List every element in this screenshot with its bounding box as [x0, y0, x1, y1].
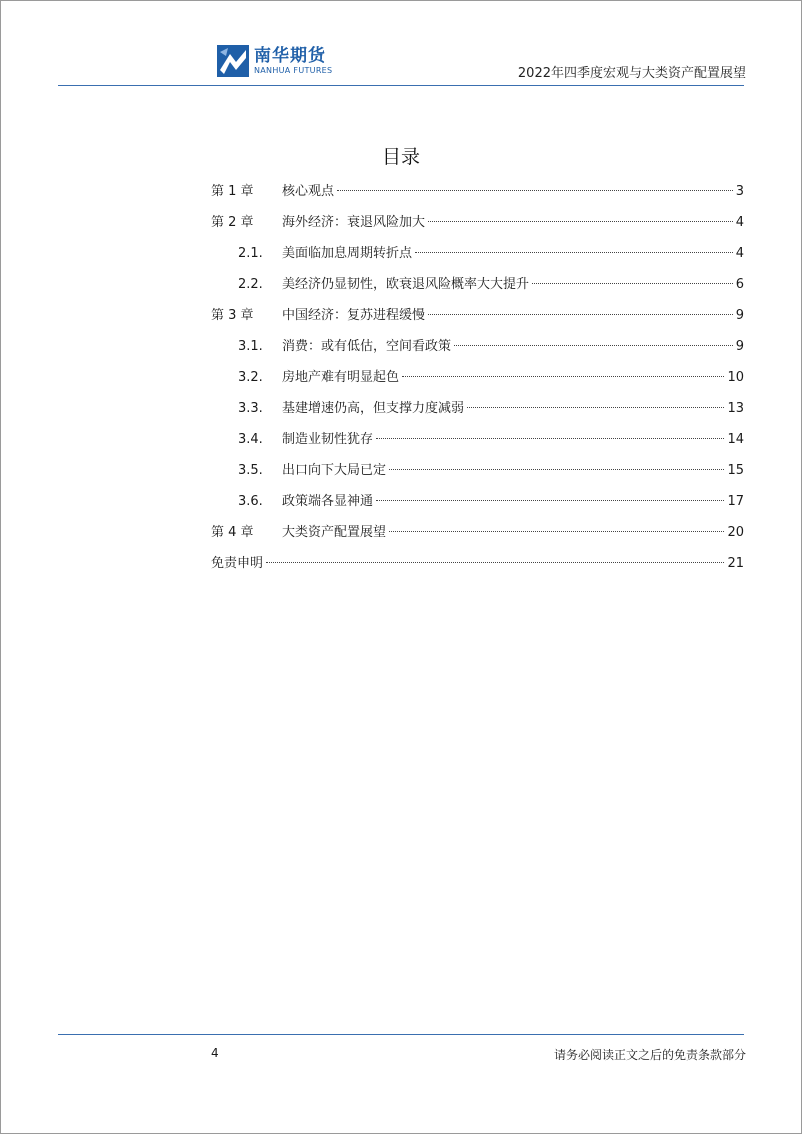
toc-entry-number: 2.1. — [238, 246, 263, 261]
toc-entry-title: 中国经济：复苏进程缓慢 — [282, 308, 426, 323]
toc-dot-leader — [337, 190, 733, 191]
toc-entry-title: 消费：或有低估，空间看政策 — [282, 339, 452, 354]
toc-entry-number: 第 4 章 — [211, 525, 254, 540]
toc-entry-number: 2.2. — [238, 277, 263, 292]
toc-entry[interactable] — [211, 429, 744, 460]
toc-dot-leader — [532, 283, 733, 284]
toc-entry-title: 基建增速仍高，但支撑力度减弱 — [282, 401, 465, 416]
toc-dot-leader — [402, 376, 724, 377]
toc-entry-title: 免责申明 — [211, 556, 264, 571]
toc-entry-title: 美经济仍显韧性，欧衰退风险概率大大提升 — [282, 277, 530, 292]
toc-entry-disclaimer[interactable] — [211, 553, 744, 584]
logo-chinese-name: 南华期货 — [254, 45, 326, 66]
toc-entry-page: 14 — [727, 432, 744, 447]
toc-dot-leader — [454, 345, 733, 346]
header-divider — [58, 85, 744, 86]
footer-page-number: 4 — [211, 1046, 219, 1060]
nanhua-logo — [216, 43, 332, 79]
toc-dot-leader — [389, 469, 724, 470]
toc-dot-leader — [467, 407, 724, 408]
toc-entry-number: 3.3. — [238, 401, 263, 416]
toc-entry-page: 20 — [727, 525, 744, 540]
toc-entry-page: 6 — [735, 277, 744, 292]
toc-entry-number: 3.4. — [238, 432, 263, 447]
toc-entry[interactable] — [211, 398, 744, 429]
logo-english-name: NANHUA FUTURES — [254, 65, 333, 75]
toc-entry[interactable] — [211, 367, 744, 398]
toc-entry-page: 9 — [735, 308, 744, 323]
toc-entry-title: 政策端各显神通 — [282, 494, 374, 509]
toc-heading: 目录 — [381, 146, 420, 168]
toc-entry-page: 15 — [727, 463, 744, 478]
toc-entry[interactable] — [211, 491, 744, 522]
toc-entry-title: 制造业韧性犹存 — [282, 432, 374, 447]
footer-disclaimer-note: 请务必阅读正文之后的免责条款部分 — [553, 1048, 746, 1062]
toc-dot-leader — [415, 252, 733, 253]
toc-dot-leader — [376, 438, 724, 439]
toc-entry-title: 海外经济：衰退风险加大 — [282, 215, 426, 230]
footer-divider — [58, 1034, 744, 1035]
toc-entry-title: 核心观点 — [282, 184, 335, 199]
toc-entry-number: 3.2. — [238, 370, 263, 385]
toc-entry-number: 3.5. — [238, 463, 263, 478]
toc-dot-leader — [428, 314, 733, 315]
toc-entry[interactable] — [211, 522, 744, 553]
toc-entry-page: 10 — [727, 370, 744, 385]
toc-entry[interactable] — [211, 305, 744, 336]
toc-entry-title: 出口向下大局已定 — [282, 463, 387, 478]
nanhua-logo-icon — [216, 44, 250, 78]
toc-entry[interactable] — [211, 336, 744, 367]
toc-entry[interactable] — [211, 274, 744, 305]
toc-entry-number: 3.1. — [238, 339, 263, 354]
toc-entry[interactable] — [211, 243, 744, 274]
toc-entry-number: 第 2 章 — [211, 215, 254, 230]
report-title: 2022年四季度宏观与大类资产配置展望 — [517, 66, 746, 81]
toc-entry-page: 17 — [727, 494, 744, 509]
toc-dot-leader — [266, 562, 724, 563]
toc-entry-title: 房地产难有明显起色 — [282, 370, 400, 385]
toc-entry-number: 3.6. — [238, 494, 263, 509]
toc-entry[interactable] — [211, 212, 744, 243]
toc-entry-page: 4 — [735, 246, 744, 261]
toc-dot-leader — [376, 500, 724, 501]
toc-entry[interactable] — [211, 460, 744, 491]
toc-dot-leader — [389, 531, 724, 532]
toc-entry-page: 9 — [735, 339, 744, 354]
toc-entry-page: 3 — [735, 184, 744, 199]
table-of-contents — [211, 181, 744, 584]
toc-entry-number: 第 1 章 — [211, 184, 254, 199]
toc-entry-title: 美面临加息周期转折点 — [282, 246, 413, 261]
toc-entry-title: 大类资产配置展望 — [282, 525, 387, 540]
toc-entry-number: 第 3 章 — [211, 308, 254, 323]
toc-dot-leader — [428, 221, 733, 222]
toc-entry-page: 4 — [735, 215, 744, 230]
toc-entry-page: 13 — [727, 401, 744, 416]
toc-entry-page: 21 — [727, 556, 744, 571]
toc-entry[interactable] — [211, 181, 744, 212]
